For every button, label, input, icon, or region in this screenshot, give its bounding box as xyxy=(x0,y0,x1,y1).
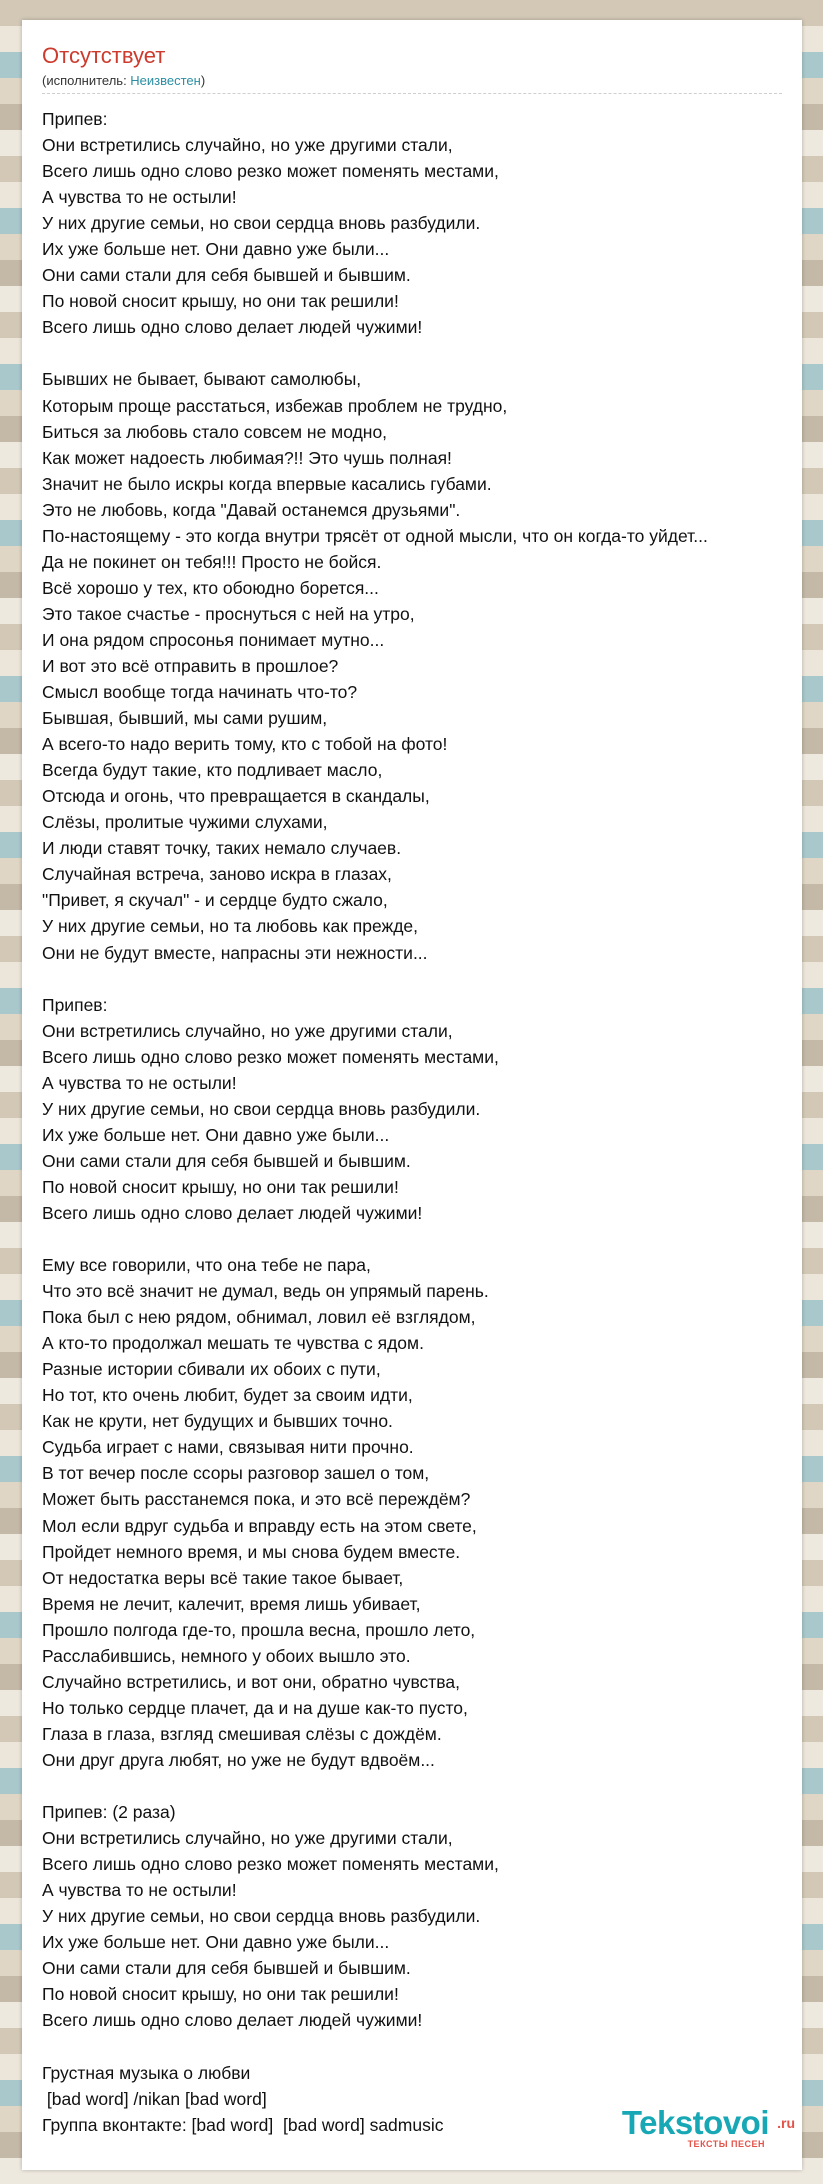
logo-tagline: ТЕКСТЫ ПЕСЕН xyxy=(687,2139,765,2149)
artist-prefix: (исполнитель: xyxy=(42,73,131,88)
site-logo[interactable] xyxy=(595,2103,795,2149)
lyrics-text: Припев: Они встретились случайно, но уже другими стали, Всего лишь одно слово резко может поменять местами, А чувства то не остыли! У них другие семьи, но свои сердца вновь разбудили. Их уже больше нет. Они давно уже были... Они сами стали для себя бывшей и бывшим. По новой сносит крышу, но они так решили! Всего лишь одно слово делает людей чужими! Бывших не бывает, бывают самолюбы, Которым проще расстаться, избежав проблем не трудно, Биться за любовь стало совсем не модно, Как может надоесть любимая?!! Это чушь полная! Значит не было искры когда впервые касались губами. Это не любовь, когда "Давай останемся друзьями". По-настоящему - это когда внутри трясёт от одной мысли, что он когда-то уйдет... Да не покинет он тебя!!! Просто не бойся. Всё хорошо у тех, кто обоюдно борется... Это такое счастье - проснуться с ней на утро, И она рядом спросонья понимает мутно... И вот это всё отправить в прошлое? Смысл вообще тогда начинать что-то? Бывшая, бывший, мы сами рушим, А всего-то надо верить тому, кто с тобой на фото! Всегда будут такие, кто подливает масло, Отсюда и огонь, что превращается в скандалы, Слёзы, пролитые чужими слухами, И люди ставят точку, таких немало случаев. Случайная встреча, заново искра в глазах, "Привет, я скучал" - и сердце будто сжало, У них другие семьи, но та любовь как прежде, Они не будут вместе, напрасны эти нежности... Припев: Они встретились случайно, но уже другими стали, Всего лишь одно слово резко может поменять местами, А чувства то не остыли! У них другие семьи, но свои сердца вновь разбудили. Их уже больше нет. Они давно уже были... Они сами стали для себя бывшей и бывшим. По новой сносит крышу, но они так решили! Всего лишь одно слово делает людей чужими! Ему все говорили, что она тебе не пара, Что это всё значит не думал, ведь он упрямый парень. Пока был с нею рядом, обнимал, ловил её взглядом, А кто-то продолжал мешать те чувства с ядом. Разные истории сбивали их обоих с пути, Но тот, кто очень любит, будет за своим идти, Как не крути, нет будущих и бывших точно. Судьба играет с нами, связывая нити прочно. В тот вечер после ссоры разговор зашел о том, Может быть расстанемся пока, и это всё переждём? Мол если вдруг судьба и вправду есть на этом свете, Пройдет немного время, и мы снова будем вместе. От недостатка веры всё такие такое бывает, Время не лечит, калечит, время лишь убивает, Прошло полгода где-то, прошла весна, прошло лето, Расслабившись, немного у обоих вышло это. Случайно встретились, и вот они, обратно чувства, Но только сердце плачет, да и на душе как-то пусто, Глаза в глаза, взгляд смешивая слёзы с дождём. Они друг друга любят, но уже не будут вдвоём... Припев: (2 раза) Они встретились случайно, но уже другими стали, Всего лишь одно слово резко может поменять местами, А чувства то не остыли! У них другие семьи, но свои сердца вновь разбудили. Их уже больше нет. Они давно уже были... Они сами стали для себя бывшей и бывшим. По новой сносит крышу, но они так решили! Всего лишь одно слово делает людей чужими! Грустная музыка о любви [bad word] /nikan [bad word] Группа вконтакте: [bad word] [bad word] sadmusic xyxy=(42,109,708,2135)
artist-suffix: ) xyxy=(200,73,206,88)
artist-line xyxy=(42,72,782,94)
logo-tld: .ru xyxy=(777,2115,795,2131)
lyrics-card xyxy=(22,20,802,2170)
artist-link[interactable]: Неизвестен xyxy=(130,73,201,88)
logo-name: Tekstovoi xyxy=(621,2104,769,2141)
song-title: Отсутствует xyxy=(42,43,166,68)
